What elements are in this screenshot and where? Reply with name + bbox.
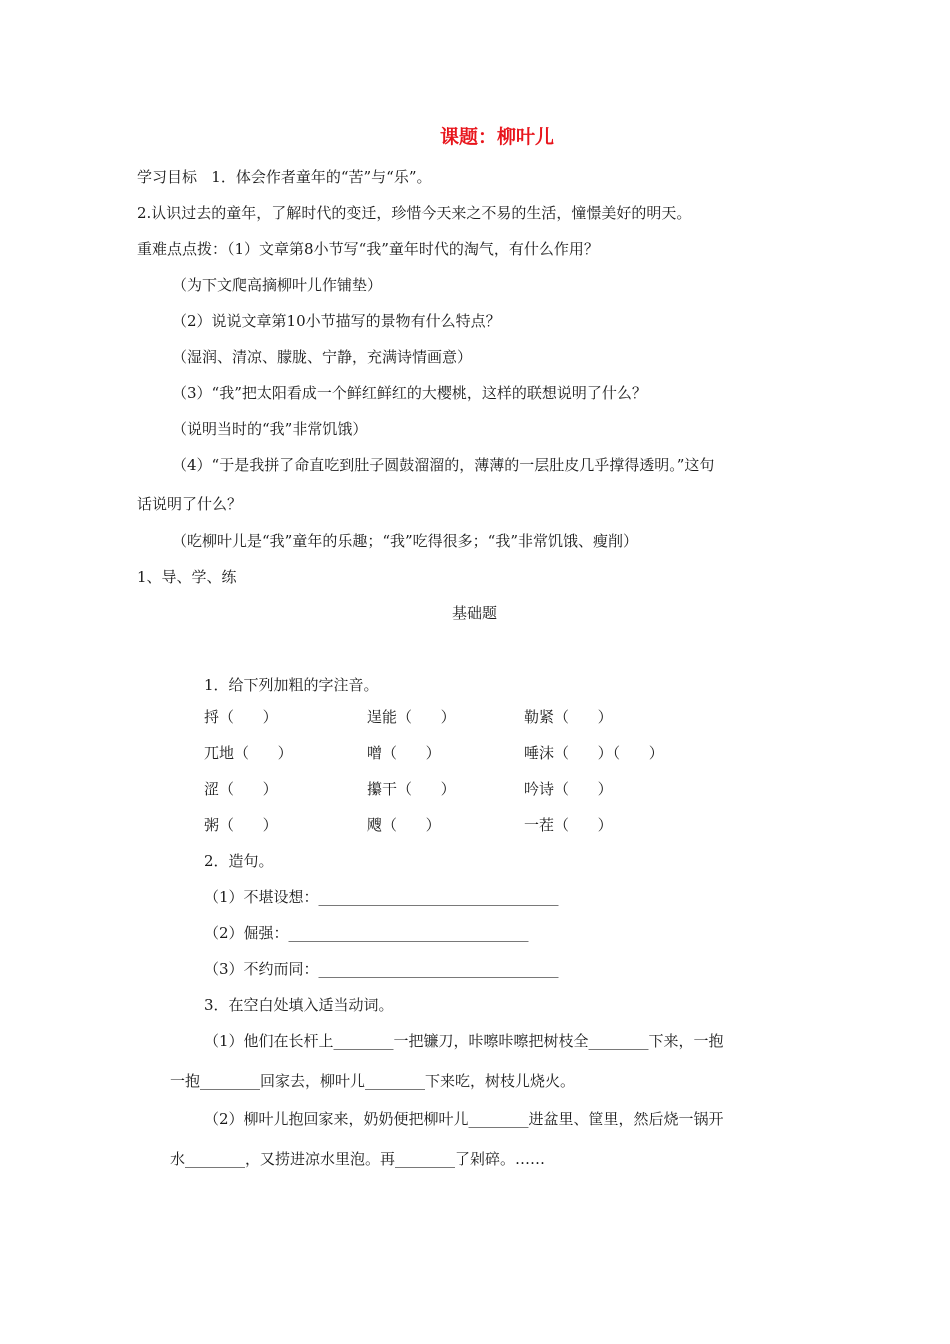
page-title: 课题：柳叶儿 <box>440 126 555 148</box>
pinyin-item: 攥干（ ） <box>367 780 456 798</box>
key-question-2: （2）说说文章第10小节描写的景物有什么特点？ <box>172 312 501 330</box>
pinyin-item: 勒紧（ ） <box>524 708 613 726</box>
learning-goal-1: 学习目标 1．体会作者童年的“苦”与“乐”。 <box>137 168 432 186</box>
fill-paragraph-1-line2: 一抱________回家去，柳叶儿________下来吃，树枝儿烧火。 <box>170 1072 576 1090</box>
learning-goal-2: 2.认识过去的童年，了解时代的变迁，珍惜今天来之不易的生活，憧憬美好的明天。 <box>137 204 692 222</box>
fill-paragraph-2-line2: 水________，又捞进凉水里泡。再________了剁碎。…… <box>170 1150 546 1168</box>
fill-paragraph-1-line1: （1）他们在长杆上________一把镰刀，咔嚓咔嚓把树枝全________下来，一抱 <box>204 1032 724 1050</box>
pinyin-item: 吟诗（ ） <box>524 780 613 798</box>
sentence-item: （3）不约而同：________________________________ <box>204 960 559 978</box>
pinyin-item: 一茬（ ） <box>524 816 613 834</box>
pinyin-item: 飕（ ） <box>367 816 441 834</box>
exercise2-prompt: 2．造句。 <box>204 852 274 870</box>
sentence-item: （2）倔强：________________________________ <box>204 924 529 942</box>
key-question-1: 重难点点拨：（1）文章第8小节写“我”童年时代的淘气，有什么作用？ <box>137 240 599 258</box>
exercise3-prompt: 3．在空白处填入适当动词。 <box>204 996 394 1014</box>
pinyin-item: 兀地（ ） <box>204 744 293 762</box>
section-heading: 1、导、学、练 <box>137 568 237 586</box>
pinyin-item: 粥（ ） <box>204 816 278 834</box>
pinyin-item: 唾沫（ ）（ ） <box>524 744 664 762</box>
pinyin-item: 涩（ ） <box>204 780 278 798</box>
key-answer-4: （吃柳叶儿是“我”童年的乐趣；“我”吃得很多；“我”非常饥饿、瘦削） <box>172 532 639 550</box>
exercise1-prompt: 1．给下列加粗的字注音。 <box>204 676 379 694</box>
pinyin-item: 逞能（ ） <box>367 708 456 726</box>
subheading: 基础题 <box>452 604 498 622</box>
pinyin-item: 捋（ ） <box>204 708 278 726</box>
key-question-4-line1: （4）“于是我拼了命直吃到肚子圆鼓溜溜的，薄薄的一层肚皮几乎撑得透明。”这句 <box>172 456 715 474</box>
key-answer-3: （说明当时的“我”非常饥饿） <box>172 420 368 438</box>
key-question-3: （3）“我”把太阳看成一个鲜红鲜红的大樱桃，这样的联想说明了什么？ <box>172 384 647 402</box>
key-question-4-line2: 话说明了什么？ <box>137 495 243 513</box>
key-answer-2: （湿润、清凉、朦胧、宁静，充满诗情画意） <box>172 348 473 366</box>
key-answer-1: （为下文爬高摘柳叶儿作铺垫） <box>172 276 383 294</box>
sentence-item: （1）不堪设想：________________________________ <box>204 888 559 906</box>
fill-paragraph-2-line1: （2）柳叶儿抱回家来，奶奶便把柳叶儿________进盆里、筐里，然后烧一锅开 <box>204 1110 724 1128</box>
pinyin-item: 噌（ ） <box>367 744 441 762</box>
